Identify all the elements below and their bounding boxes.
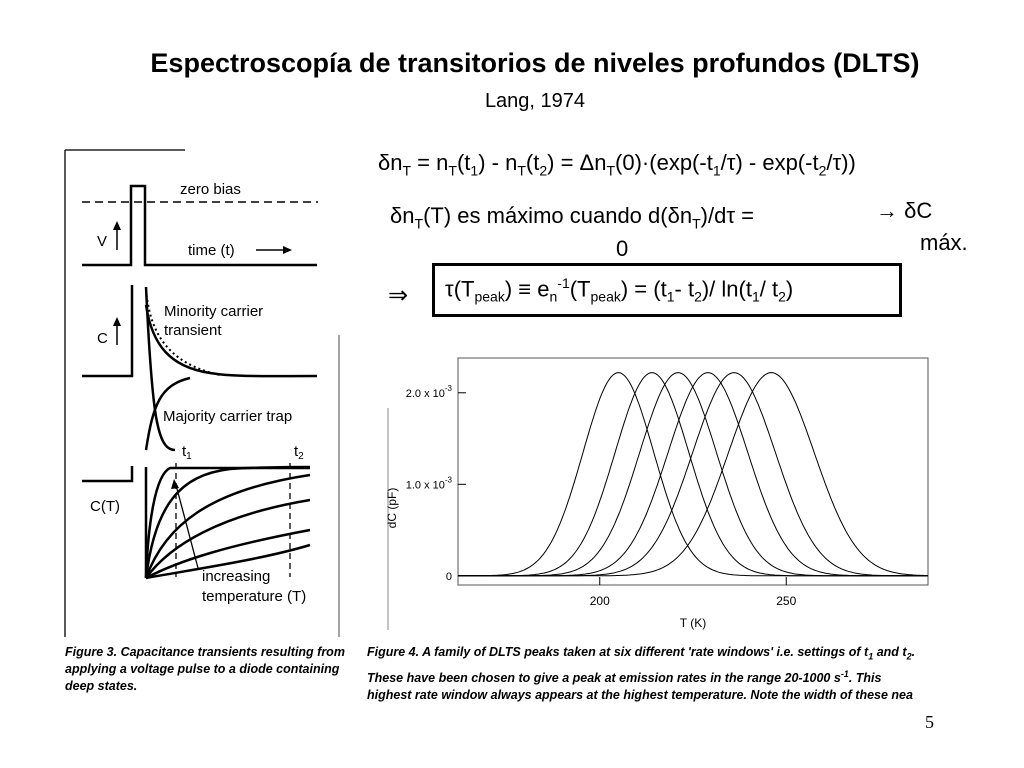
plot-frame	[458, 358, 928, 585]
v-label: V	[97, 233, 108, 250]
equation-delta-nt: $\delta n_T = n_T(t_1) - n_T(t_2) = \Delta n_T(0)\cdot(\exp(-t_1/\tau) - \exp(-t_2/\tau))$	[378, 150, 856, 179]
dlts-peak-curve	[458, 373, 928, 576]
y-axis-label: dC (pF)	[385, 487, 399, 529]
zero-bias-label: zero bias	[180, 181, 241, 198]
arrow-up-icon	[113, 221, 121, 230]
ct-label: C(T)	[90, 498, 120, 515]
implies-symbol: ⇒	[388, 282, 409, 309]
dlts-peak-curve	[458, 373, 928, 576]
c-label: C	[97, 330, 108, 347]
boxed-tau-peak-equation: $\tau(T_{peak}) \equiv e_n^{-1}(T_{peak}) = (t_1-$ $t_2)/$ $\ln(t_1/$ $t_2$)	[432, 263, 902, 317]
dlts-peak-curve	[458, 373, 928, 576]
y-tick-label: 2.0 x $10^{-3}$	[405, 383, 452, 400]
equation-max-label: máx.	[920, 230, 968, 255]
x-tick-label: 200	[589, 594, 610, 608]
caption-line: Figure 4. A family of DLTS peaks taken at six different 'rate windows' i.e. settings of $t_1$ and $t_2$.	[367, 645, 916, 662]
increasing-label-1: increasing	[202, 568, 271, 585]
figure4-caption	[367, 644, 947, 704]
page-number: 5	[925, 712, 934, 732]
increasing-label-2: temperature (T)	[202, 588, 307, 605]
caption-line: highest rate window always appears at the highest temperature. Note the width of these nea	[367, 687, 913, 702]
x-axis-label: T (K)	[679, 616, 707, 630]
caption-line: These have been chosen to give a peak at emission rates in the range 20-1000 $s^{-1}$. This	[367, 668, 882, 685]
figure3-capacitance-transients	[60, 145, 345, 640]
slide-title: Espectroscopía de transitorios de niveles profundos (DLTS)	[150, 48, 920, 78]
slide-subtitle: Lang, 1974	[484, 90, 586, 112]
t2-label: $t_2$	[294, 443, 304, 462]
minority-label-1: Minority carrier	[164, 303, 264, 320]
dlts-peak-curve	[458, 373, 928, 576]
arrow-up-icon	[171, 479, 179, 489]
time-label: time (t)	[188, 242, 235, 259]
x-tick-label: 250	[776, 594, 797, 608]
y-tick-label: 1.0 x $10^{-3}$	[405, 475, 452, 492]
equation-dc-max: → δC	[876, 198, 933, 223]
arrow-right-icon	[283, 246, 292, 254]
figure4-dlts-chart	[366, 350, 946, 640]
minority-label-2: transient	[164, 322, 222, 339]
dlts-peak-curve	[458, 373, 928, 576]
t1-label: $t_1$	[182, 443, 192, 462]
majority-label: Majority carrier trap	[163, 408, 293, 425]
equation-maximum-condition: $\delta n_T(T)$ es máximo cuando $d(\delta n_T)/d\tau$ =	[390, 203, 755, 232]
y-tick-label: 0	[445, 570, 452, 583]
figure3-caption: Figure 3. Capacitance transients resulting from applying a voltage pulse to a diode containing deep states.	[65, 645, 345, 693]
dlts-peak-curve	[458, 373, 928, 576]
arrow-up-icon	[113, 317, 121, 326]
equation-zero: 0	[616, 236, 629, 261]
